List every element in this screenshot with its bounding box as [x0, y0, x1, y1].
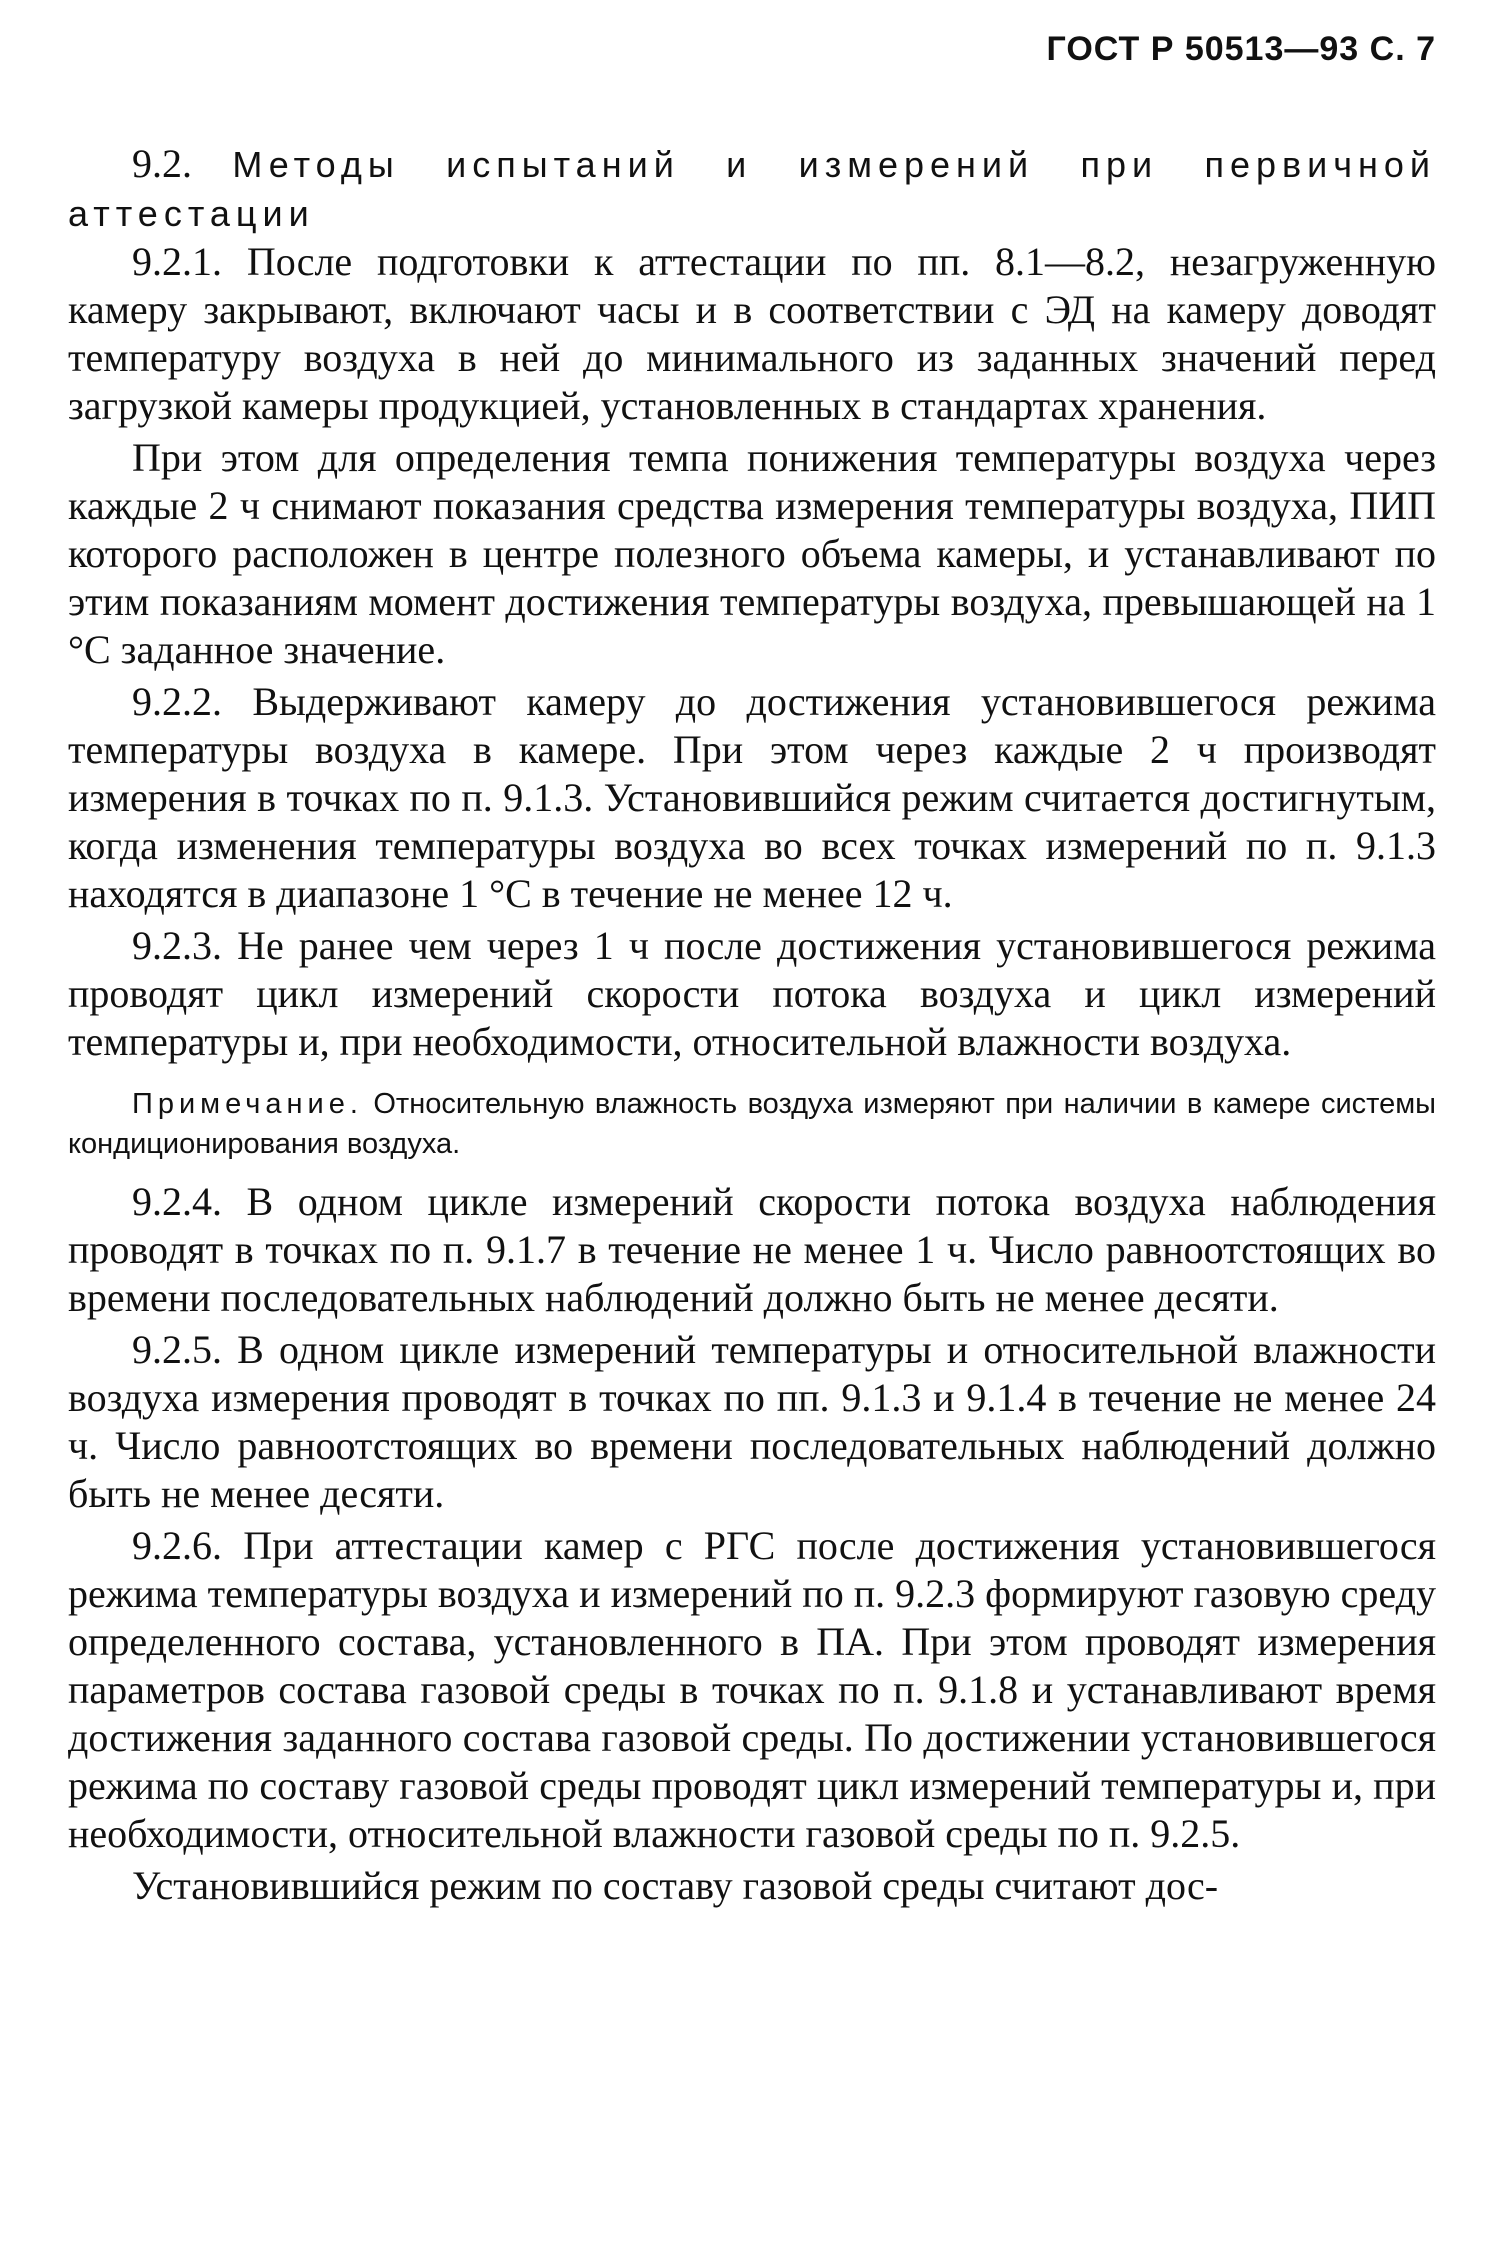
section-heading [68, 140, 1436, 238]
paragraph-9-2-1: 9.2.1. После подготовки к аттестации по пп. 8.1—8.2, незагруженную камеру закрывают, включают часы и в соответствии с ЭД на камеру доводят температуру воздуха в ней до минимального из заданных значений перед загрузкой камеры продукцией, установленных в стандартах хранения. [68, 239, 1436, 428]
note-text: Относительную влажность воздуха измеряют при наличии в камере системы кондиционирования воздуха. [68, 1088, 1437, 1160]
paragraph-continuation: Установившийся режим по составу газовой среды считают дос- [132, 1863, 1219, 1908]
running-header: ГОСТ Р 50513—93 С. 7 [1046, 30, 1436, 68]
paragraph-9-2-5: 9.2.5. В одном цикле измерений температуры и относительной влажности воздуха измерения проводят в точках по пп. 9.1.3 и 9.1.4 в течение не менее 24 ч. Число равноотстоящих во времени последовательных наблюдений должно быть не менее десяти. [68, 1327, 1436, 1516]
paragraph-9-2-2: 9.2.2. Выдерживают камеру до достижения установившегося режима температуры воздуха в камере. При этом через каждые 2 ч производят измерения в точках по п. 9.1.3. Установившийся режим считается достигнутым, когда изменения температуры воздуха во всех точках измерений по п. 9.1.3 находятся в диапазоне 1 °С в течение не менее 12 ч. [68, 679, 1436, 916]
note [68, 1084, 1436, 1164]
section-title: Методы испытаний и измерений при первичной аттестации [68, 144, 1437, 234]
paragraph-9-2-1-continued: При этом для определения темпа понижения температуры воздуха через каждые 2 ч снимают показания средства измерения температуры воздуха, ПИП которого расположен в центре полезного объема камеры, и устанавливают по этим показаниям момент достижения температуры воздуха, превышающей на 1 °С заданное значение. [68, 435, 1436, 672]
paragraph-9-2-4: 9.2.4. В одном цикле измерений скорости потока воздуха наблюдения проводят в точках по п. 9.1.7 в течение не менее 1 ч. Число равноотстоящих во времени последовательных наблюдений должно быть не менее десяти. [68, 1179, 1436, 1320]
note-label: Примечание. [132, 1088, 363, 1120]
document-page [68, 30, 1436, 1910]
paragraph-9-2-3: 9.2.3. Не ранее чем через 1 ч после достижения установившегося режима проводят цикл измерений скорости потока воздуха и цикл измерений температуры и, при необходимости, относительной влажности воздуха. [68, 923, 1436, 1064]
section-number: 9.2. [132, 141, 192, 186]
paragraph-9-2-6: 9.2.6. При аттестации камер с РГС после достижения установившегося режима температуры воздуха и измерений по п. 9.2.3 формируют газовую среду определенного состава, установленного в ПА. При этом проводят измерения параметров состава газовой среды в точках по п. 9.1.8 и устанавливают время достижения заданного состава газовой среды. По достижении установившегося режима по составу газовой среды проводят цикл измерений температуры и, при необходимости, относительной влажности газовой среды по п. 9.2.5. [68, 1523, 1436, 1856]
